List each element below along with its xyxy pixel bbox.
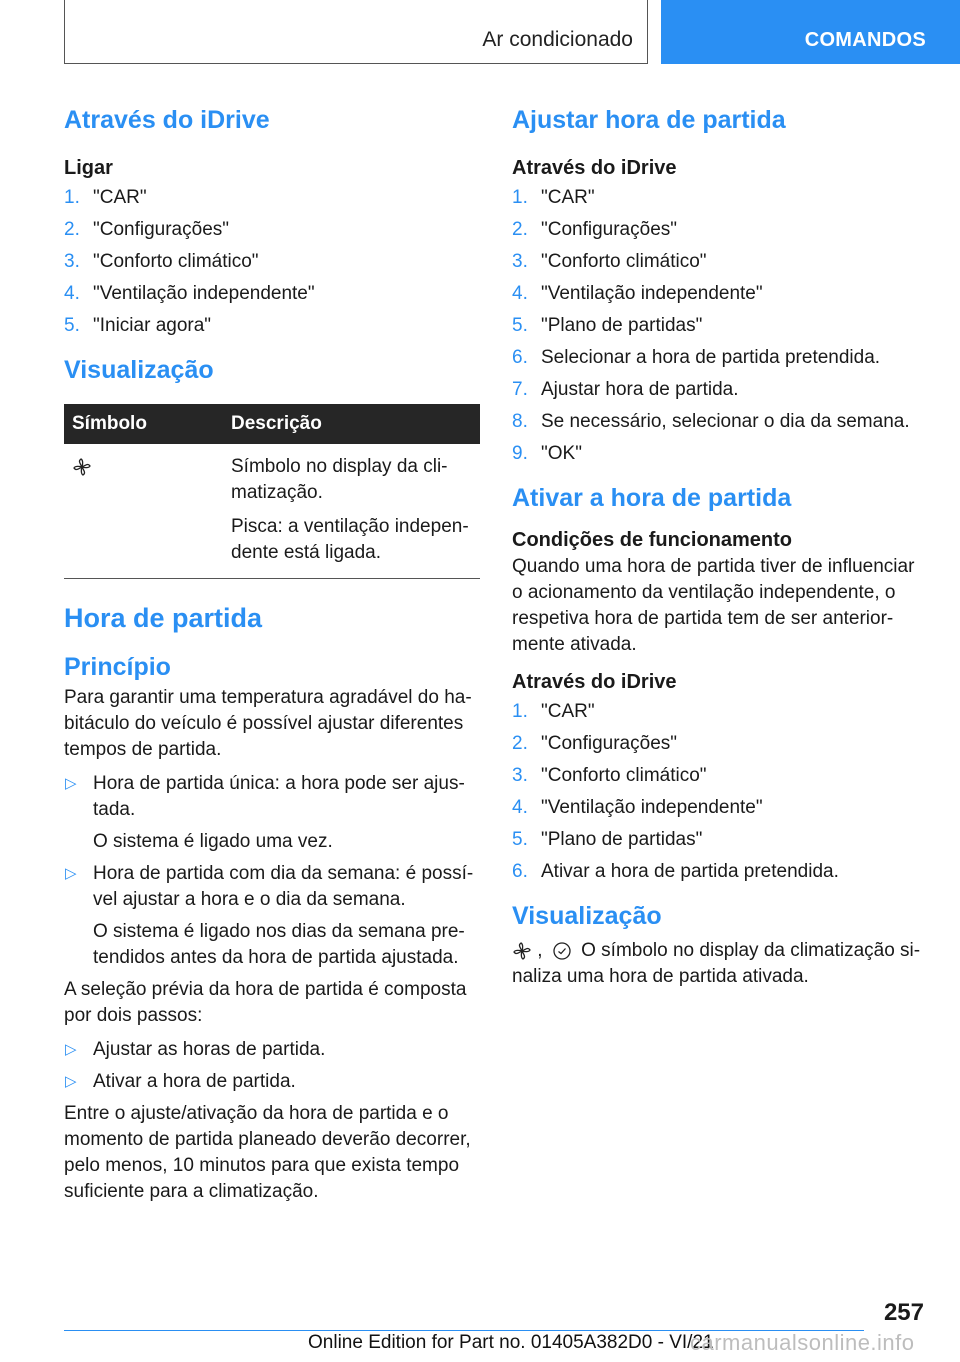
step-number: 7. <box>512 379 528 400</box>
step-text: "Conforto climático" <box>541 251 707 272</box>
visualizacao-text <box>512 938 928 990</box>
list-item <box>512 440 928 468</box>
heading-ativar: Ativar a hora de partida <box>512 484 792 512</box>
step-number: 1. <box>512 701 528 722</box>
table-header-description: Descrição <box>223 404 480 444</box>
step-number: 3. <box>512 251 528 272</box>
triangle-bullet-icon: ▷ <box>65 865 77 882</box>
list-item <box>64 312 480 340</box>
list-item <box>512 248 928 276</box>
heading-idrive: Através do iDrive <box>64 106 270 134</box>
list-item <box>512 698 928 726</box>
step-text: "Configurações" <box>541 219 678 240</box>
left-column <box>64 100 480 1205</box>
step-number: 3. <box>64 251 80 272</box>
heading-principio: Princípio <box>64 653 171 681</box>
step-number: 8. <box>512 411 528 432</box>
step-text: "CAR" <box>541 701 595 722</box>
bullet-text: Ativar a hora de partida. <box>93 1071 296 1092</box>
page-number: 257 <box>883 1299 924 1326</box>
list-item <box>64 280 480 308</box>
step-text: "Plano de partidas" <box>541 315 703 336</box>
step-number: 3. <box>512 765 528 786</box>
subheading-idrive-1: Através do iDrive <box>512 157 677 179</box>
steps-ajustar <box>512 184 928 468</box>
table-header-row <box>64 404 480 444</box>
footer-edition: Online Edition for Part no. 01405A382D0 - VI/21 <box>308 1332 714 1353</box>
bullet-text: Ajustar as horas de partida. <box>93 1039 326 1060</box>
list-item <box>512 312 928 340</box>
step-text: Se necessário, selecionar o dia da semana. <box>541 411 910 432</box>
bullet-text: Hora de partida com dia da semana: é possí-vel ajustar a hora e o dia da semana. <box>93 863 474 910</box>
fan-icon <box>72 457 92 477</box>
list-item <box>64 771 480 855</box>
visualizacao-comma: , <box>537 940 543 961</box>
step-number: 1. <box>64 187 80 208</box>
step-text: "CAR" <box>541 187 595 208</box>
subheading-idrive-2: Através do iDrive <box>512 671 677 693</box>
subheading-ligar: Ligar <box>64 157 113 179</box>
header-section-box <box>64 0 648 64</box>
step-text: "CAR" <box>93 187 147 208</box>
step-text: "Ventilação independente" <box>93 283 315 304</box>
steps-ligar <box>64 184 480 340</box>
list-item <box>512 730 928 758</box>
step-text: "Conforto climático" <box>93 251 259 272</box>
table-header-symbol: Símbolo <box>64 404 223 444</box>
list-item <box>64 184 480 212</box>
step-text: "Configurações" <box>541 733 678 754</box>
final-text: Entre o ajuste/ativação da hora de partida e o momento de partida planeado deverão decorrer, pelo menos, 10 minutos para que exista tempo suficiente para a climatização. <box>64 1103 471 1202</box>
heading-hora-de-partida: Hora de partida <box>64 603 263 633</box>
bullet-text: Hora de partida única: a hora pode ser ajus-tada. <box>93 773 465 820</box>
clock-icon <box>552 941 572 961</box>
list-item <box>512 858 928 886</box>
heading-visualizacao-2: Visualização <box>512 902 662 930</box>
list-item <box>512 826 928 854</box>
step-number: 1. <box>512 187 528 208</box>
step-text: Selecionar a hora de partida pretendida. <box>541 347 881 368</box>
list-item <box>64 216 480 244</box>
bullet-subtext: O sistema é ligado uma vez. <box>93 831 333 852</box>
table-row <box>64 444 480 579</box>
step-number: 6. <box>512 347 528 368</box>
list-item <box>512 376 928 404</box>
section-title: Ar condicionado <box>482 28 633 51</box>
bullet-list-types <box>64 771 480 971</box>
triangle-bullet-icon: ▷ <box>65 775 77 792</box>
step-number: 5. <box>512 829 528 850</box>
list-item <box>512 408 928 436</box>
list-item <box>64 861 480 971</box>
step-text: "Ventilação independente" <box>541 797 763 818</box>
chapter-label: COMANDOS <box>804 29 926 51</box>
step-number: 2. <box>512 733 528 754</box>
fan-icon <box>512 941 532 961</box>
steps-ativar <box>512 698 928 886</box>
step-number: 6. <box>512 861 528 882</box>
heading-ajustar: Ajustar hora de partida <box>512 106 786 134</box>
selecao-text: A seleção prévia da hora de partida é composta por dois passos: <box>64 979 467 1026</box>
list-item <box>512 344 928 372</box>
watermark: carmanualsonline.info <box>690 1330 915 1355</box>
step-number: 4. <box>64 283 80 304</box>
step-text: "Configurações" <box>93 219 230 240</box>
step-number: 2. <box>64 219 80 240</box>
list-item <box>64 1037 480 1063</box>
symbol-table <box>64 404 480 579</box>
step-number: 9. <box>512 443 528 464</box>
list-item <box>512 794 928 822</box>
list-item <box>512 280 928 308</box>
step-text: "Plano de partidas" <box>541 829 703 850</box>
table-cell-symbol <box>64 444 223 579</box>
right-column <box>512 100 928 990</box>
step-text: "Ventilação independente" <box>541 283 763 304</box>
step-number: 4. <box>512 283 528 304</box>
chapter-tab <box>661 0 960 64</box>
triangle-bullet-icon: ▷ <box>65 1073 77 1090</box>
list-item <box>64 1069 480 1095</box>
step-number: 5. <box>512 315 528 336</box>
list-item <box>512 762 928 790</box>
description-line-1: Símbolo no display da cli-matização. <box>231 456 448 503</box>
list-item <box>512 184 928 212</box>
visualizacao-description: O símbolo no display da climatização si-naliza uma hora de partida ativada. <box>512 940 921 987</box>
step-number: 2. <box>512 219 528 240</box>
description-line-2: Pisca: a ventilação indepen-dente está ligada. <box>231 516 469 563</box>
principio-text: Para garantir uma temperatura agradável do ha-bitáculo do veículo é possível ajustar diferentes tempos de partida. <box>64 687 472 760</box>
step-text: "Conforto climático" <box>541 765 707 786</box>
bullet-subtext: O sistema é ligado nos dias da semana pre-tendidos antes da hora de partida ajustada. <box>93 921 465 968</box>
condicoes-text: Quando uma hora de partida tiver de influenciar o acionamento da ventilação independente, o respetiva hora de partida tem de ser anterior-mente ativada. <box>512 556 915 655</box>
step-number: 5. <box>64 315 80 336</box>
step-text: "Iniciar agora" <box>93 315 212 336</box>
list-item <box>512 216 928 244</box>
triangle-bullet-icon: ▷ <box>65 1041 77 1058</box>
step-text: Ativar a hora de partida pretendida. <box>541 861 839 882</box>
step-number: 4. <box>512 797 528 818</box>
bullet-list-steps <box>64 1037 480 1095</box>
heading-visualizacao: Visualização <box>64 356 214 384</box>
subheading-condicoes: Condições de funcionamento <box>512 529 793 551</box>
table-cell-description <box>223 444 480 579</box>
step-text: Ajustar hora de partida. <box>541 379 739 400</box>
list-item <box>64 248 480 276</box>
step-text: "OK" <box>541 443 582 464</box>
